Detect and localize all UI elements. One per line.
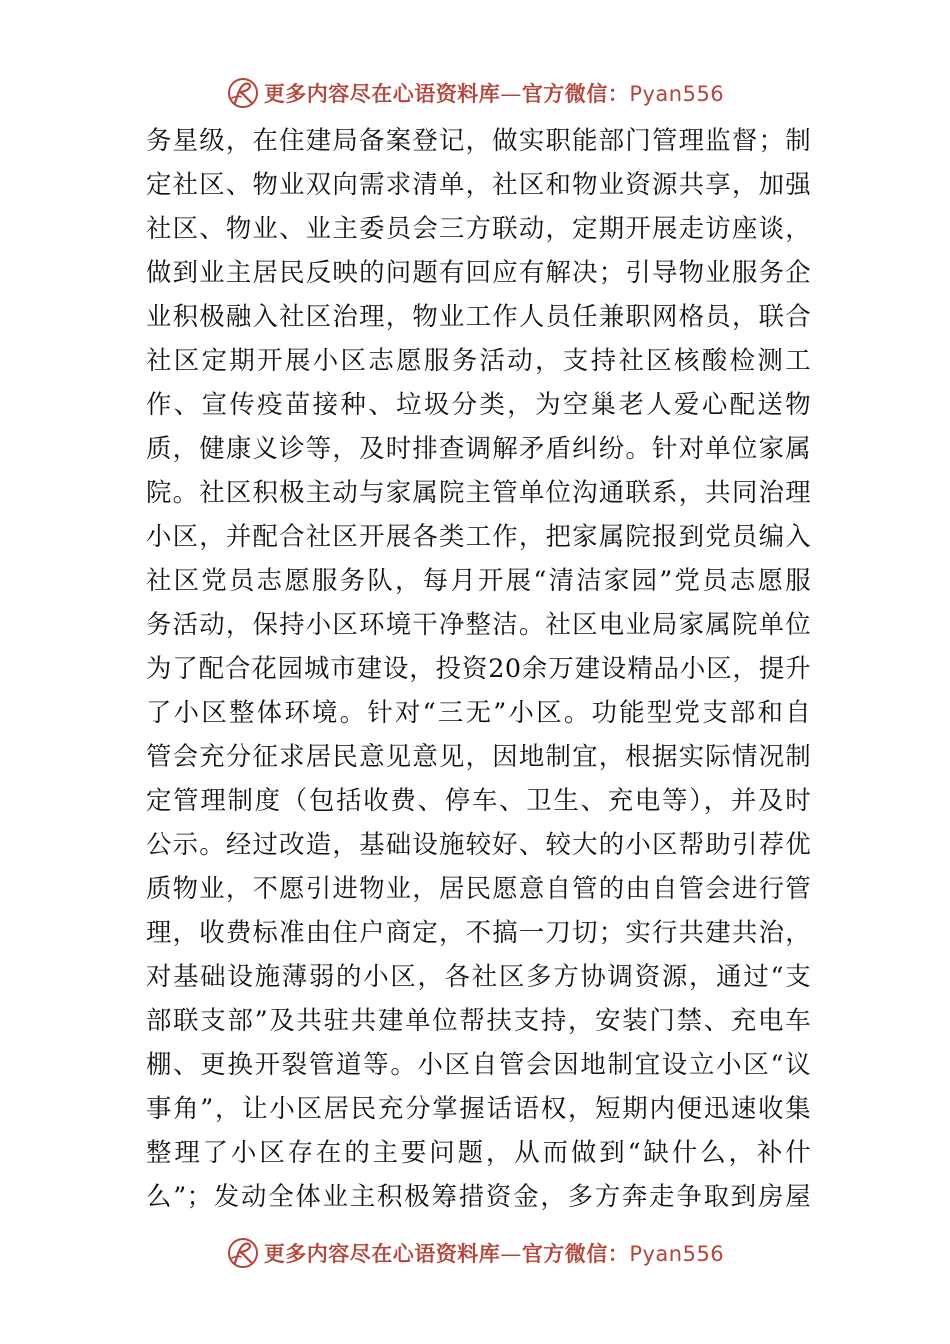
text-line: 公示。经过改造，基础设施较好、较大的小区帮助引荐优 bbox=[146, 829, 811, 859]
text-line: 业积极融入社区治理，物业工作人员任兼职网格员，联合 bbox=[146, 301, 811, 331]
text-line: 了小区整体环境。针对“三无”小区。功能型党支部和自 bbox=[146, 697, 811, 727]
watermark-brand: 更多内容尽在心语资料库 bbox=[263, 82, 501, 106]
text-line: 质物业，不愿引进物业，居民愿意自管的由自管会进行管 bbox=[146, 873, 811, 903]
watermark-text bbox=[264, 1238, 724, 1268]
footer-watermark bbox=[0, 1233, 950, 1273]
text-line: 质，健康义诊等，及时排查调解矛盾纠纷。针对单位家属 bbox=[146, 433, 811, 463]
script-r-logo-icon bbox=[226, 76, 260, 110]
watermark-wechat-id: Pyan556 bbox=[629, 1242, 725, 1266]
text-line: 务星级，在住建局备案登记，做实职能部门管理监督；制 bbox=[146, 125, 811, 155]
text-line: 做到业主居民反映的问题有回应有解决；引导物业服务企 bbox=[146, 257, 811, 287]
watermark-separator: — bbox=[500, 82, 522, 106]
text-line: 理，收费标准由住户商定，不搞一刀切；实行共建共治， bbox=[146, 917, 811, 947]
text-line: 为了配合花园城市建设，投资20余万建设精品小区，提升 bbox=[146, 653, 811, 683]
document-body bbox=[146, 118, 811, 1218]
header-watermark bbox=[0, 73, 950, 113]
text-line: 小区，并配合社区开展各类工作，把家属院报到党员编入 bbox=[146, 521, 811, 551]
watermark-separator: — bbox=[500, 1242, 522, 1266]
text-line: 定社区、物业双向需求清单，社区和物业资源共享，加强 bbox=[146, 169, 811, 199]
text-line: 务活动，保持小区环境干净整洁。社区电业局家属院单位 bbox=[146, 609, 811, 639]
text-line: 管会充分征求居民意见意见，因地制宜，根据实际情况制 bbox=[146, 741, 811, 771]
watermark-text bbox=[264, 78, 724, 108]
text-line: 院。社区积极主动与家属院主管单位沟通联系，共同治理 bbox=[146, 477, 811, 507]
watermark-wechat-id: Pyan556 bbox=[629, 82, 725, 106]
script-r-logo-icon bbox=[226, 1236, 260, 1270]
text-line: 部联支部”及共驻共建单位帮扶支持，安装门禁、充电车 bbox=[146, 1005, 811, 1035]
text-line: 对基础设施薄弱的小区，各社区多方协调资源，通过“支 bbox=[146, 961, 811, 991]
text-line: 社区定期开展小区志愿服务活动，支持社区核酸检测工 bbox=[146, 345, 811, 375]
text-line: 作、宣传疫苗接种、垃圾分类，为空巢老人爱心配送物 bbox=[146, 389, 811, 419]
text-line: 棚、更换开裂管道等。小区自管会因地制宜设立小区“议 bbox=[146, 1049, 811, 1079]
text-line: 么”；发动全体业主积极筹措资金，多方奔走争取到房屋 bbox=[146, 1181, 811, 1211]
watermark-channel: 官方微信： bbox=[521, 1242, 630, 1266]
watermark-channel: 官方微信： bbox=[521, 82, 630, 106]
text-line: 社区党员志愿服务队，每月开展“清洁家园”党员志愿服 bbox=[146, 565, 811, 595]
text-line: 社区、物业、业主委员会三方联动，定期开展走访座谈， bbox=[146, 213, 811, 243]
watermark-brand: 更多内容尽在心语资料库 bbox=[263, 1242, 501, 1266]
text-line: 定管理制度（包括收费、停车、卫生、充电等），并及时 bbox=[146, 785, 811, 815]
text-line: 整理了小区存在的主要问题，从而做到“缺什么，补什 bbox=[146, 1137, 811, 1167]
text-line: 事角”，让小区居民充分掌握话语权，短期内便迅速收集 bbox=[146, 1093, 811, 1123]
